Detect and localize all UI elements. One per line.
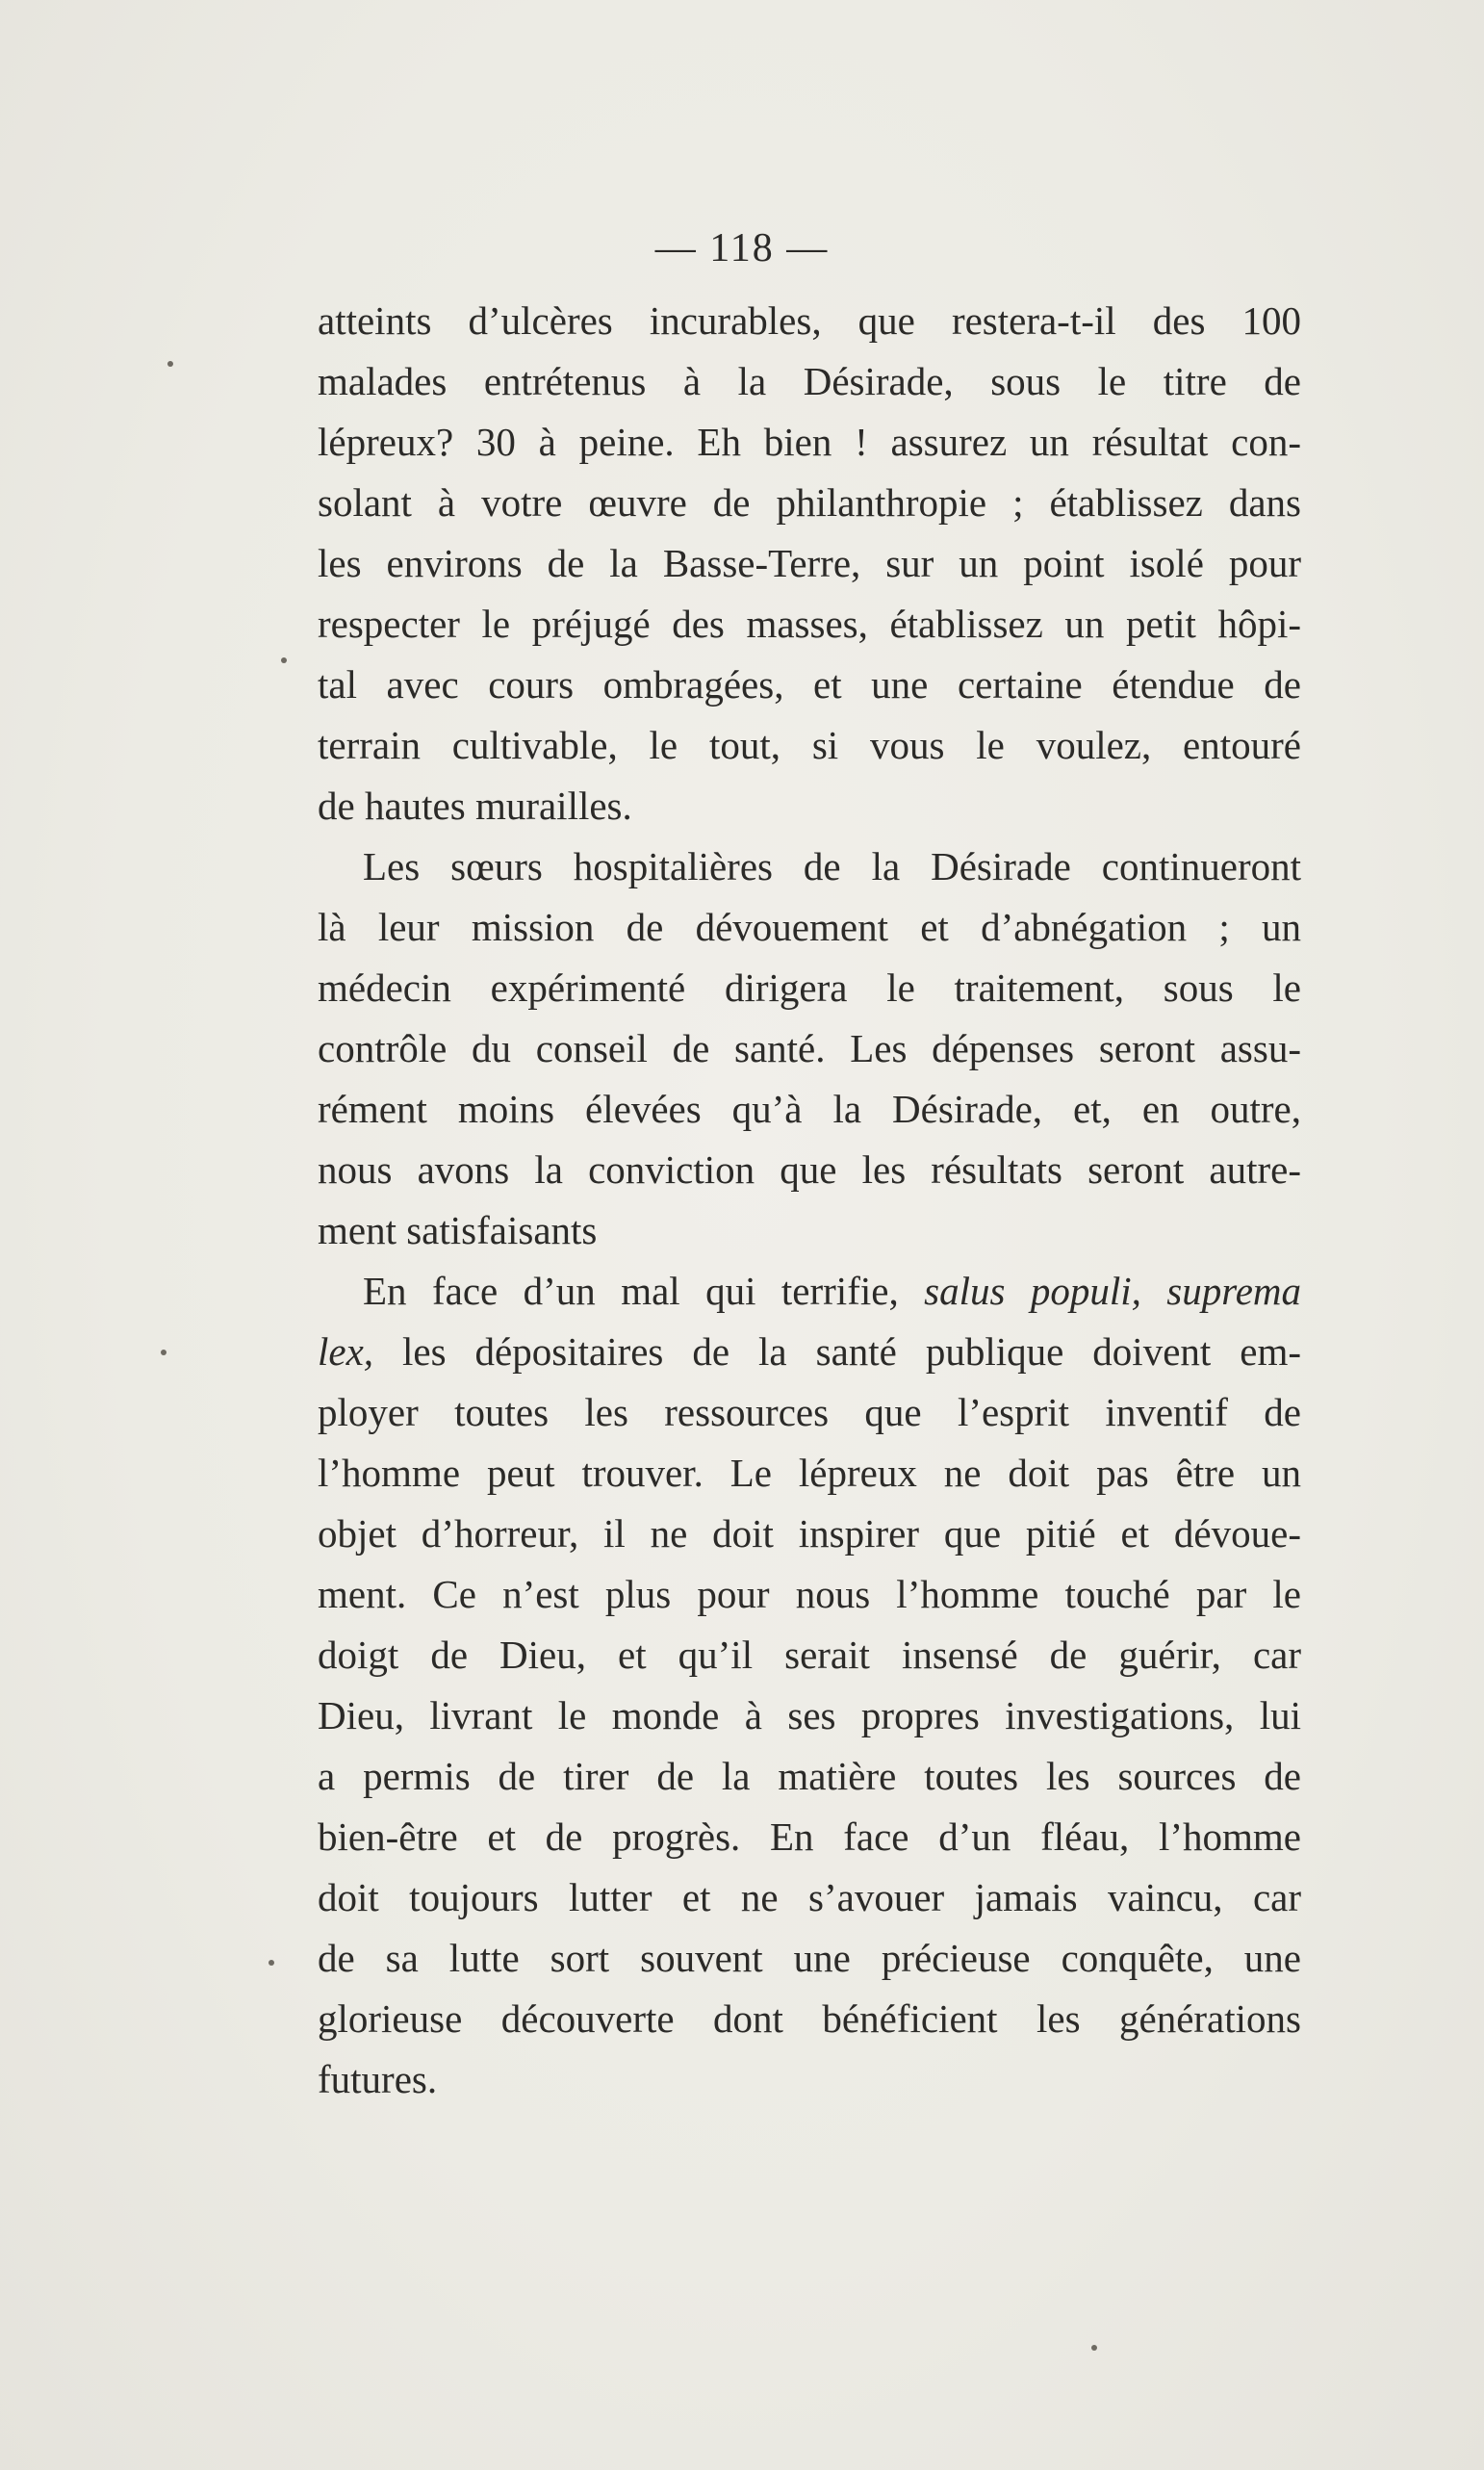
text-line: tal avec cours ombragées, et une certaine étendue de xyxy=(318,662,1301,707)
paper-speck xyxy=(281,657,287,663)
text-line: ployer toutes les ressources que l’esprit inventif de xyxy=(318,1390,1301,1434)
text-line: atteints d’ulcères incurables, que restera-t-il des 100 xyxy=(318,298,1301,343)
paper-speck xyxy=(269,1960,274,1966)
text-segment: En face d’un mal qui terrifie, xyxy=(363,1269,899,1313)
text-line: les environs de la Basse-Terre, sur un point isolé pour xyxy=(318,541,1301,585)
text-line: contrôle du conseil de santé. Les dépenses seront assu- xyxy=(318,1026,1301,1070)
text-line-mixed xyxy=(318,1261,1301,1322)
text-segment: les dépositaires de la santé publique doivent em- xyxy=(402,1329,1302,1374)
page-number: — 118 — xyxy=(654,226,830,270)
paper-speck xyxy=(1091,2345,1097,2351)
text-line: doigt de Dieu, et qu’il serait insensé de guérir, car xyxy=(318,1633,1301,1677)
paper-speck xyxy=(161,1350,166,1355)
latin-phrase: salus populi, suprema xyxy=(924,1269,1301,1313)
text-line: glorieuse découverte dont bénéficient les générations xyxy=(318,1996,1301,2041)
text-line: objet d’horreur, il ne doit inspirer que pitié et dévoue- xyxy=(318,1511,1301,1556)
paper-speck xyxy=(167,361,173,367)
text-line: solant à votre œuvre de philanthropie ; établissez dans xyxy=(318,480,1301,525)
page-body-text xyxy=(318,291,1301,2110)
text-line: Les sœurs hospitalières de la Désirade continueront xyxy=(363,844,1301,888)
text-line: futures. xyxy=(318,2057,438,2101)
text-line: l’homme peut trouver. Le lépreux ne doit pas être un xyxy=(318,1451,1301,1495)
text-line: bien-être et de progrès. En face d’un fléau, l’homme xyxy=(318,1814,1301,1859)
text-line: médecin expérimenté dirigera le traitement, sous le xyxy=(318,965,1301,1010)
text-line: de hautes murailles. xyxy=(318,784,632,828)
text-line: doit toujours lutter et ne s’avouer jamais vaincu, car xyxy=(318,1875,1301,1919)
text-line: Dieu, livrant le monde à ses propres investigations, lui xyxy=(318,1693,1301,1737)
text-line: là leur mission de dévouement et d’abnégation ; un xyxy=(318,905,1301,949)
text-line: lépreux? 30 à peine. Eh bien ! assurez un résultat con- xyxy=(318,420,1301,464)
text-line: terrain cultivable, le tout, si vous le voulez, entouré xyxy=(318,723,1301,767)
text-line: respecter le préjugé des masses, établissez un petit hôpi- xyxy=(318,602,1301,646)
text-line: rément moins élevées qu’à la Désirade, et, en outre, xyxy=(318,1087,1301,1131)
latin-phrase: lex, xyxy=(318,1329,374,1374)
text-line: ment. Ce n’est plus pour nous l’homme touché par le xyxy=(318,1572,1301,1616)
text-line: a permis de tirer de la matière toutes les sources de xyxy=(318,1754,1301,1798)
text-line-mixed xyxy=(318,1322,1301,1382)
text-line: nous avons la conviction que les résultats seront autre- xyxy=(318,1147,1301,1192)
text-line: malades entrétenus à la Désirade, sous le titre de xyxy=(318,359,1301,403)
text-line: de sa lutte sort souvent une précieuse conquête, une xyxy=(318,1936,1301,1980)
text-line: ment satisfaisants xyxy=(318,1208,598,1252)
